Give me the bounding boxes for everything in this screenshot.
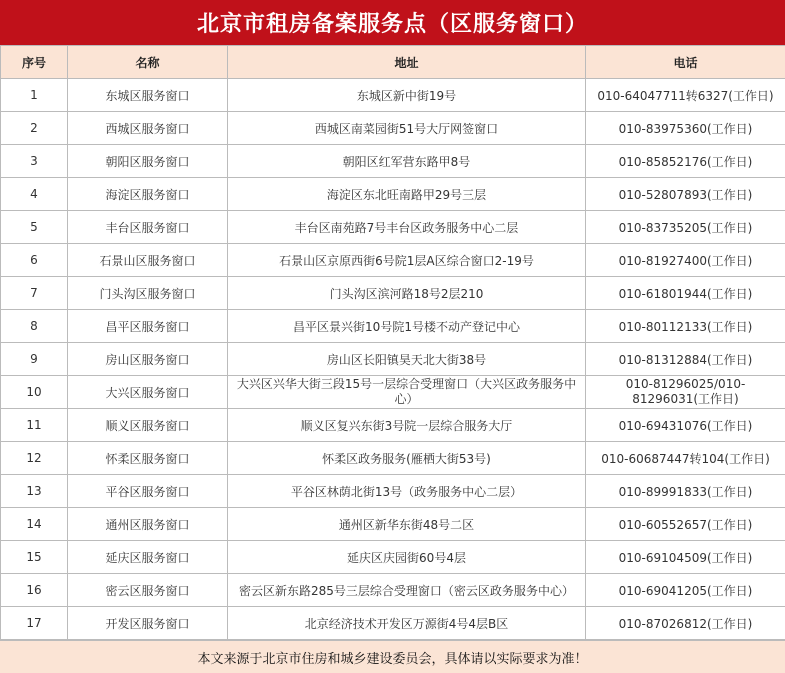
cell-name: 开发区服务窗口 [68, 607, 228, 640]
header-name: 名称 [68, 46, 228, 79]
cell-phone: 010-52807893(工作日) [586, 178, 785, 211]
cell-phone: 010-81296025/010-81296031(工作日) [586, 376, 785, 409]
table-row [1, 145, 785, 178]
table-row [1, 508, 785, 541]
cell-name: 大兴区服务窗口 [68, 376, 228, 409]
cell-name: 怀柔区服务窗口 [68, 442, 228, 475]
cell-index: 12 [1, 442, 68, 475]
cell-name: 门头沟区服务窗口 [68, 277, 228, 310]
table-row [1, 244, 785, 277]
cell-name: 昌平区服务窗口 [68, 310, 228, 343]
cell-name: 房山区服务窗口 [68, 343, 228, 376]
cell-phone: 010-69104509(工作日) [586, 541, 785, 574]
cell-index: 16 [1, 574, 68, 607]
cell-address: 石景山区京原西街6号院1层A区综合窗口2-19号 [228, 244, 586, 277]
table-header-row [1, 46, 785, 79]
header-index: 序号 [1, 46, 68, 79]
cell-phone: 010-64047711转6327(工作日) [586, 79, 785, 112]
cell-phone: 010-83975360(工作日) [586, 112, 785, 145]
cell-address: 丰台区南苑路7号丰台区政务服务中心二层 [228, 211, 586, 244]
cell-index: 4 [1, 178, 68, 211]
cell-name: 丰台区服务窗口 [68, 211, 228, 244]
cell-name: 东城区服务窗口 [68, 79, 228, 112]
table-row [1, 574, 785, 607]
cell-index: 5 [1, 211, 68, 244]
cell-phone: 010-69041205(工作日) [586, 574, 785, 607]
cell-address: 大兴区兴华大街三段15号一层综合受理窗口（大兴区政务服务中心） [228, 376, 586, 409]
cell-phone: 010-85852176(工作日) [586, 145, 785, 178]
source-note: 本文来源于北京市住房和城乡建设委员会，具体请以实际要求为准！ [0, 640, 785, 673]
cell-name: 海淀区服务窗口 [68, 178, 228, 211]
cell-name: 密云区服务窗口 [68, 574, 228, 607]
cell-index: 1 [1, 79, 68, 112]
table-row [1, 79, 785, 112]
cell-phone: 010-89991833(工作日) [586, 475, 785, 508]
table-row [1, 178, 785, 211]
cell-address: 门头沟区滨河路18号2层210 [228, 277, 586, 310]
table-row [1, 277, 785, 310]
cell-name: 顺义区服务窗口 [68, 409, 228, 442]
cell-phone: 010-61801944(工作日) [586, 277, 785, 310]
page-title: 北京市租房备案服务点（区服务窗口） [0, 0, 785, 45]
table-row [1, 343, 785, 376]
cell-address: 平谷区林荫北街13号（政务服务中心二层） [228, 475, 586, 508]
cell-name: 朝阳区服务窗口 [68, 145, 228, 178]
table-row [1, 475, 785, 508]
cell-index: 9 [1, 343, 68, 376]
cell-address: 通州区新华东街48号二区 [228, 508, 586, 541]
cell-phone: 010-81927400(工作日) [586, 244, 785, 277]
cell-name: 平谷区服务窗口 [68, 475, 228, 508]
cell-index: 7 [1, 277, 68, 310]
cell-name: 西城区服务窗口 [68, 112, 228, 145]
cell-phone: 010-80112133(工作日) [586, 310, 785, 343]
table-row [1, 541, 785, 574]
header-phone: 电话 [586, 46, 785, 79]
cell-address: 北京经济技术开发区万源街4号4层B区 [228, 607, 586, 640]
cell-index: 6 [1, 244, 68, 277]
cell-name: 石景山区服务窗口 [68, 244, 228, 277]
header-address: 地址 [228, 46, 586, 79]
cell-index: 15 [1, 541, 68, 574]
cell-address: 朝阳区红军营东路甲8号 [228, 145, 586, 178]
cell-phone: 010-83735205(工作日) [586, 211, 785, 244]
cell-address: 海淀区东北旺南路甲29号三层 [228, 178, 586, 211]
cell-phone: 010-60552657(工作日) [586, 508, 785, 541]
cell-index: 13 [1, 475, 68, 508]
cell-index: 14 [1, 508, 68, 541]
cell-index: 3 [1, 145, 68, 178]
cell-name: 延庆区服务窗口 [68, 541, 228, 574]
cell-address: 东城区新中街19号 [228, 79, 586, 112]
table-row [1, 442, 785, 475]
table-row [1, 376, 785, 409]
cell-address: 昌平区景兴街10号院1号楼不动产登记中心 [228, 310, 586, 343]
cell-index: 11 [1, 409, 68, 442]
cell-address: 房山区长阳镇昊天北大街38号 [228, 343, 586, 376]
cell-index: 2 [1, 112, 68, 145]
table-row [1, 211, 785, 244]
cell-address: 顺义区复兴东街3号院一层综合服务大厅 [228, 409, 586, 442]
cell-address: 怀柔区政务服务(雁栖大街53号) [228, 442, 586, 475]
cell-index: 8 [1, 310, 68, 343]
table-row [1, 409, 785, 442]
cell-index: 10 [1, 376, 68, 409]
cell-phone: 010-60687447转104(工作日) [586, 442, 785, 475]
table-row [1, 112, 785, 145]
cell-phone: 010-69431076(工作日) [586, 409, 785, 442]
service-window-table [0, 45, 785, 640]
cell-address: 西城区南菜园街51号大厅网签窗口 [228, 112, 586, 145]
cell-index: 17 [1, 607, 68, 640]
table-row [1, 607, 785, 640]
cell-phone: 010-87026812(工作日) [586, 607, 785, 640]
cell-address: 密云区新东路285号三层综合受理窗口（密云区政务服务中心） [228, 574, 586, 607]
cell-phone: 010-81312884(工作日) [586, 343, 785, 376]
cell-name: 通州区服务窗口 [68, 508, 228, 541]
cell-address: 延庆区庆园街60号4层 [228, 541, 586, 574]
table-row [1, 310, 785, 343]
